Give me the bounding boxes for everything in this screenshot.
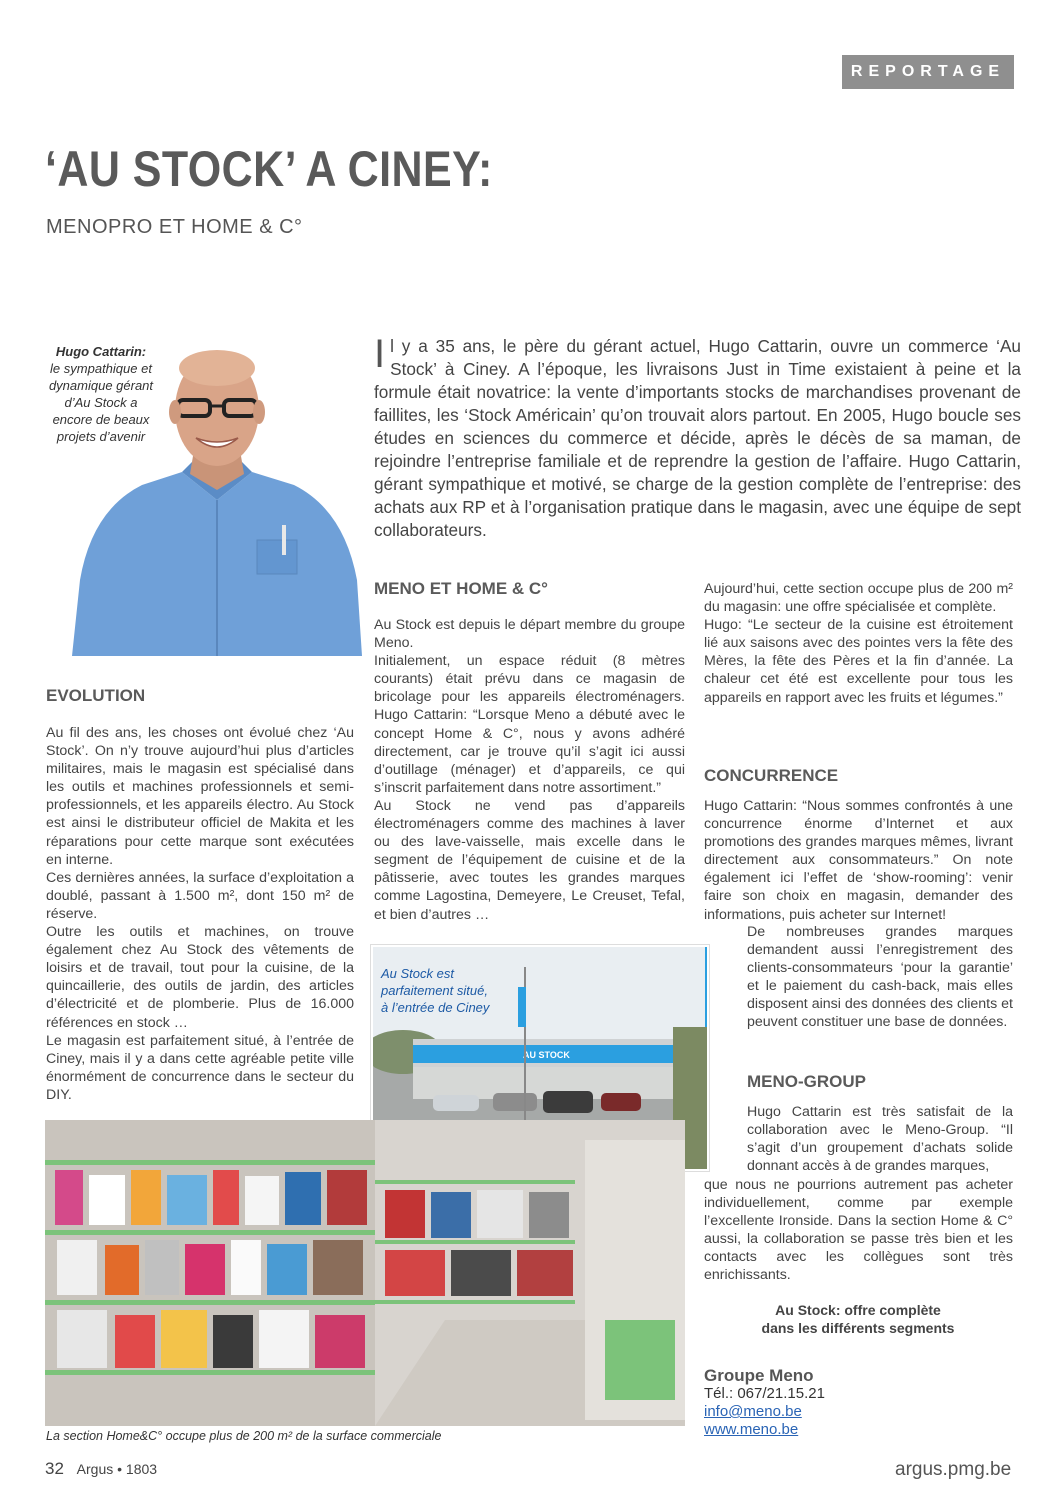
footer-site: argus.pmg.be [895, 1459, 1012, 1480]
magazine-issue: Argus • 1803 [76, 1461, 158, 1477]
page-title: ‘AU STOCK’ A CINEY: [45, 141, 493, 197]
contact-email-link[interactable]: info@meno.be [704, 1403, 802, 1420]
col3-paragraph: Aujourd’hui, cette section occupe plus de 200 m² du magasin: une offre spécialisée et complète. [704, 581, 1013, 616]
meno-group-paragraph: Hugo Cattarin est très satisfait de la collaboration avec le Meno-Group. “Il s’agit d’un groupement d’achats solide donnant accès à de grandes marques, [747, 1104, 1013, 1175]
storefront-caption-line: à l’entrée de Ciney [381, 1000, 490, 1015]
portrait-caption-line: dynamique gérant [48, 378, 154, 393]
evolution-paragraph: Au fil des ans, les choses ont évolué chez ‘Au Stock’. On n’y trouve aujourd’hui plus d’articles militaires, mais le magasin est spécialisé dans les outils et machines professionnels et semi-professionnels, et les appareils électro. Au Stock est ainsi le distributeur officiel de Makita et les réparations pour cette marque sont exécutées en interne. [46, 725, 354, 868]
evolution-paragraph: Ces dernières années, la surface d’exploitation a doublé, passant à 1.500 m², dont 150 m² de réserve. [46, 869, 354, 922]
storefront-caption [381, 965, 501, 1016]
portrait-caption-line: le sympathique et [50, 361, 152, 376]
intro-dropcap: I [374, 332, 386, 376]
interior-photo [45, 1120, 685, 1426]
contact-phone: Tél.: 067/21.15.21 [704, 1385, 825, 1402]
section-tag: REPORTAGE [842, 55, 1014, 89]
pullquote-line: Au Stock: offre complète [775, 1302, 941, 1318]
contact-name: Groupe Meno [704, 1366, 814, 1385]
storefront-sign: AU STOCK [523, 1050, 570, 1060]
meno-home-paragraph: Au Stock ne vend pas d’appareils électroménagers comme des machines à laver ou des lave-vaisselle, mais excelle dans le segment de l’équipement de cuisine et de la pâtisserie, avec toutes les grandes marques comme Lagostina, Demeyere, Le Creuset, Tefal, et bien d’autres … [374, 797, 685, 923]
meno-home-paragraph: Au Stock est depuis le départ membre du groupe Meno. [374, 617, 685, 652]
concurrence-paragraph: Hugo Cattarin: “Nous sommes confrontés à une concurrence énorme d’Internet et aux promotions des grandes marques mêmes, livrant directement aux consommateurs.” On note également ici l’effet de ‘show-rooming’: venir faire son choix en magasin, demander des informations, puis acheter sur Internet! [704, 798, 1013, 923]
heading-meno-group: MENO-GROUP [747, 1072, 866, 1091]
portrait-photo [72, 350, 362, 656]
meno-group-rest [704, 1176, 1013, 1285]
heading-evolution: EVOLUTION [46, 686, 146, 705]
col3-top-body [704, 580, 1013, 707]
meno-group-paragraph: que nous ne pourrions autrement pas acheter individuellement, comme par exemple l’excellente Ironside. Dans la section Home & C° aussi, la collaboration se passe très bien et les contacts avec les collègues sont très enrichissants. [704, 1177, 1013, 1284]
meno-home-paragraph: Initialement, un espace réduit (8 mètres courants) était prévu dans ce magasin de bricolage pour les appareils électroménagers. Hugo Cattarin: “Lorsque Meno a débuté avec le concept Home & C°, nous y avons adhéré directement, car je trouve qu’il s’agit ici aussi d’outillage (ménager) et d’appareils, ce qui s’inscrit parfaitement dans notre assortiment.” [374, 653, 685, 796]
evolution-paragraph: Le magasin est parfaitement situé, à l’entrée de Ciney, mais il y a dans cette agréable petite ville énormément de concurrence dans le secteur du DIY. [46, 1032, 354, 1103]
evolution-paragraph: Outre les outils et machines, on trouve également chez Au Stock des vêtements de loisirs et de travail, tout pour la cuisine, de la quincaillerie, des outils de jardin, des articles d’électricité et de plomberie. Plus de 16.000 références en stock … [46, 924, 354, 1031]
storefront-caption-line: Au Stock est [381, 966, 454, 981]
page-subtitle: MENOPRO ET HOME & C° [46, 216, 303, 238]
heading-concurrence: CONCURRENCE [704, 766, 839, 785]
pullquote [733, 1301, 983, 1337]
portrait-caption-line: encore de beaux [52, 412, 150, 427]
intro-paragraph [374, 332, 1021, 542]
portrait-caption-name: Hugo Cattarin: [55, 344, 147, 359]
intro-text: l y a 35 ans, le père du gérant actuel, Hugo Cattarin, ouvre un commerce ‘Au Stock’ à Ciney. A l’époque, les livraisons Just in Time existaient à peine et la formule était novatrice: la vente d’importants stocks de marchandises provenant de faillites, les ‘Stock Américain’ qu’on trouvait alors partout. En 2005, Hugo boucle ses études en sciences du commerce et décide, après le décès de sa maman, de rejoindre l’entreprise familiale et de reprendre la gestion de l’affaire. Hugo Cattarin, gérant sympathique et motivé, se charge de la gestion complète de l’entreprise: des achats aux RP et à l’organisation pratique dans le magasin, avec une équipe de sept collaborateurs. [374, 336, 1021, 540]
meno-home-body [374, 616, 685, 924]
storefront-caption-line: parfaitement situé, [381, 983, 488, 998]
concurrence-indented [747, 923, 1013, 1032]
page-number: 32 [45, 1459, 64, 1478]
col3-paragraph: Hugo: “Le secteur de la cuisine est étroitement lié aux saisons avec des pointes vers la fête des Mères, la fête des Pères et la fin d’année. La chaleur cet été est excellente pour tous les appareils en rapport avec les fruits et légumes.” [704, 617, 1013, 706]
concurrence-paragraph-indented: De nombreuses grandes marques demandent aussi l’enregistrement des clients-consommateurs ‘pour la garantie’ et le paiement du cash-back, mais elles disposent ainsi des données des clients et peuvent constituer une base de données. [747, 924, 1013, 1031]
interior-caption: La section Home&C° occupe plus de 200 m² de la surface commerciale [46, 1429, 442, 1443]
meno-group-indented [747, 1103, 1013, 1175]
heading-meno-home: MENO ET HOME & C° [374, 579, 548, 598]
portrait-caption-line: projets d’avenir [56, 429, 146, 444]
concurrence-body [704, 797, 1013, 924]
portrait-caption-line: d’Au Stock a [64, 395, 138, 410]
pullquote-line: dans les différents segments [761, 1320, 955, 1336]
footer-left [45, 1459, 157, 1479]
evolution-body [46, 724, 354, 1104]
contact-block [704, 1367, 825, 1439]
contact-web-link[interactable]: www.meno.be [704, 1421, 799, 1438]
